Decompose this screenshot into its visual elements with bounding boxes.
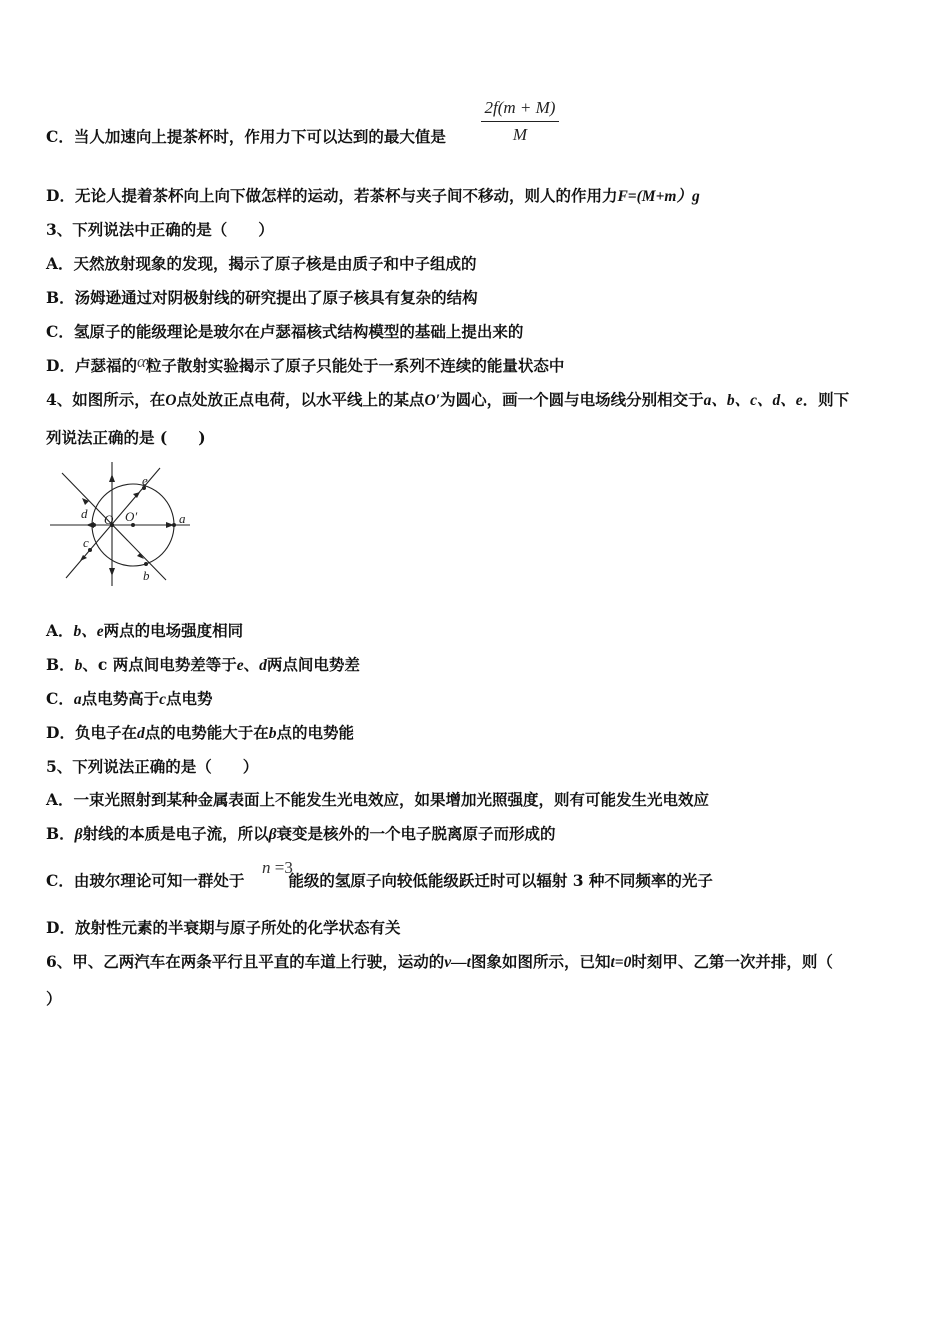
q3-stem: 3、下列说法中正确的是（ ）	[46, 220, 274, 239]
q3-option-c: C．氢原子的能级理论是玻尔在卢瑟福核式结构模型的基础上提出来的	[46, 322, 524, 341]
q4-option-b-pre: B．	[46, 655, 75, 674]
q3-option-d-pre: D．卢瑟福的	[46, 356, 137, 375]
q5-option-c-n3	[262, 858, 293, 878]
q2-option-c	[46, 127, 446, 147]
q5-option-b-pre: B．	[46, 824, 75, 843]
beta-symbol: β	[74, 826, 83, 843]
q4-stem-d: ．则下	[802, 390, 850, 409]
q4-option-d	[46, 723, 354, 744]
q4-option-b-post: 两点间电势差	[266, 655, 360, 674]
q4-option-d-post: 点的电势能	[276, 723, 354, 742]
q4-option-d-b: b	[268, 725, 277, 742]
q6-stem-vt: v—t	[444, 954, 471, 971]
n-symbol: n	[262, 858, 271, 877]
q5-option-c-pre: C．由玻尔理论可知一群处于	[46, 871, 245, 890]
q4-option-c	[46, 689, 213, 710]
q4-option-d-pre: D．负电子在	[46, 723, 137, 742]
q4-option-c-pre: C．	[46, 689, 74, 708]
q5-option-c-post: 能级的氢原子向较低能级跃迁时可以辐射 3 种不同频率的光子	[288, 871, 713, 890]
q4-stem-c: 为圆心，画一个圆与电场线分别相交于	[440, 390, 704, 409]
q4-stem-line2: 列说法正确的是 ( )	[46, 428, 206, 447]
q2-option-d	[46, 186, 700, 207]
q3-option-d-post: 粒子散射实验揭示了原子只能处于一系列不连续的能量状态中	[145, 356, 565, 375]
q4-stem-o: O	[165, 392, 177, 409]
q5-option-b	[46, 824, 556, 845]
q5-option-b-mid: 射线的本质是电子流，所以	[82, 824, 269, 843]
q4-stem-a: 4、如图所示，在	[46, 390, 166, 409]
q5-stem: 5、下列说法正确的是（ ）	[46, 757, 259, 776]
arrow-down	[109, 568, 115, 576]
alpha-symbol: α	[136, 352, 146, 371]
q2-option-c-text: C．当人加速向上提茶杯时，作用力下可以达到的最大值是	[46, 127, 446, 146]
q6-stem-c: 时刻甲、乙第一次并排，则（	[631, 952, 833, 971]
q6-stem-b: 图象如图所示，已知	[470, 952, 611, 971]
q4-option-a-pre: A．	[46, 621, 74, 640]
q4-option-b-sep: 、	[243, 655, 260, 674]
label-e: e	[142, 473, 148, 488]
q4-option-b-b: b	[74, 657, 83, 674]
q5-option-d: D．放射性元素的半衰期与原子所处的化学状态有关	[46, 918, 401, 937]
q3-option-a: A．天然放射现象的发现，揭示了原子核是由质子和中子组成的	[46, 254, 477, 273]
label-b: b	[143, 568, 150, 583]
q4-option-a	[46, 621, 243, 642]
arrow-upright	[133, 492, 140, 498]
q4-option-c-post: 点电势	[166, 689, 213, 708]
q4-stem-b: 点处放正点电荷，以水平线上的某点	[176, 390, 425, 409]
q5-option-c	[46, 871, 713, 891]
label-a: a	[179, 511, 186, 526]
q4-stem	[46, 390, 849, 411]
label-c: c	[83, 535, 89, 550]
q3-option-b: B．汤姆逊通过对阴极射线的研究提出了原子核具有复杂的结构	[46, 288, 478, 307]
n-equals: =3	[270, 858, 293, 877]
q6-stem-t0: t=0	[610, 954, 632, 971]
q2-option-c-fraction	[481, 98, 559, 145]
q4-option-b-e: e	[236, 657, 244, 674]
label-o: O	[104, 512, 114, 527]
q4-stem-oprime: O′	[424, 392, 441, 409]
q4-option-d-mid: 点的电势能大于在	[144, 723, 269, 742]
q2-option-d-expr: F=(M+m）g	[617, 188, 700, 205]
q2-option-d-text: D．无论人提着茶杯向上向下做怎样的运动，若茶杯与夹子间不移动，则人的作用力	[46, 186, 618, 205]
arrow-up	[109, 474, 115, 482]
q6-stem	[46, 952, 833, 973]
q3-option-d	[46, 352, 565, 376]
q5-option-b-post: 衰变是核外的一个电子脱离原子而形成的	[276, 824, 556, 843]
q4-field-figure	[46, 458, 196, 590]
label-oprime: O′	[125, 509, 138, 524]
label-d: d	[81, 506, 88, 521]
q4-option-c-a: a	[73, 691, 82, 708]
q4-option-c-c: c	[159, 691, 166, 708]
arrow-downleft	[80, 555, 87, 561]
point-d	[92, 523, 96, 527]
point-a	[172, 523, 176, 527]
q6-stem-a: 6、甲、乙两汽车在两条平行且平直的车道上行驶，运动的	[46, 952, 445, 971]
q6-stem-line2: ）	[46, 989, 62, 1008]
q4-option-a-pts: b、e	[73, 623, 104, 640]
q4-stem-points: a、b、c、d、e	[703, 392, 803, 409]
q4-option-c-mid: 点电势高于	[81, 689, 160, 708]
point-b	[144, 562, 148, 566]
q4-option-b-d: d	[259, 657, 267, 674]
beta-symbol: β	[268, 826, 277, 843]
fraction-numerator: 2f(m + M)	[481, 98, 559, 122]
q5-option-a: A．一束光照射到某种金属表面上不能发生光电效应，如果增加光照强度，则有可能发生光电效应	[46, 790, 710, 809]
fraction-denominator: M	[512, 125, 528, 144]
q4-option-b-mid: 、c 两点间电势差等于	[82, 655, 237, 674]
q4-option-b	[46, 655, 360, 676]
q4-option-d-d: d	[136, 725, 145, 742]
q4-option-a-post: 两点的电场强度相同	[103, 621, 244, 640]
